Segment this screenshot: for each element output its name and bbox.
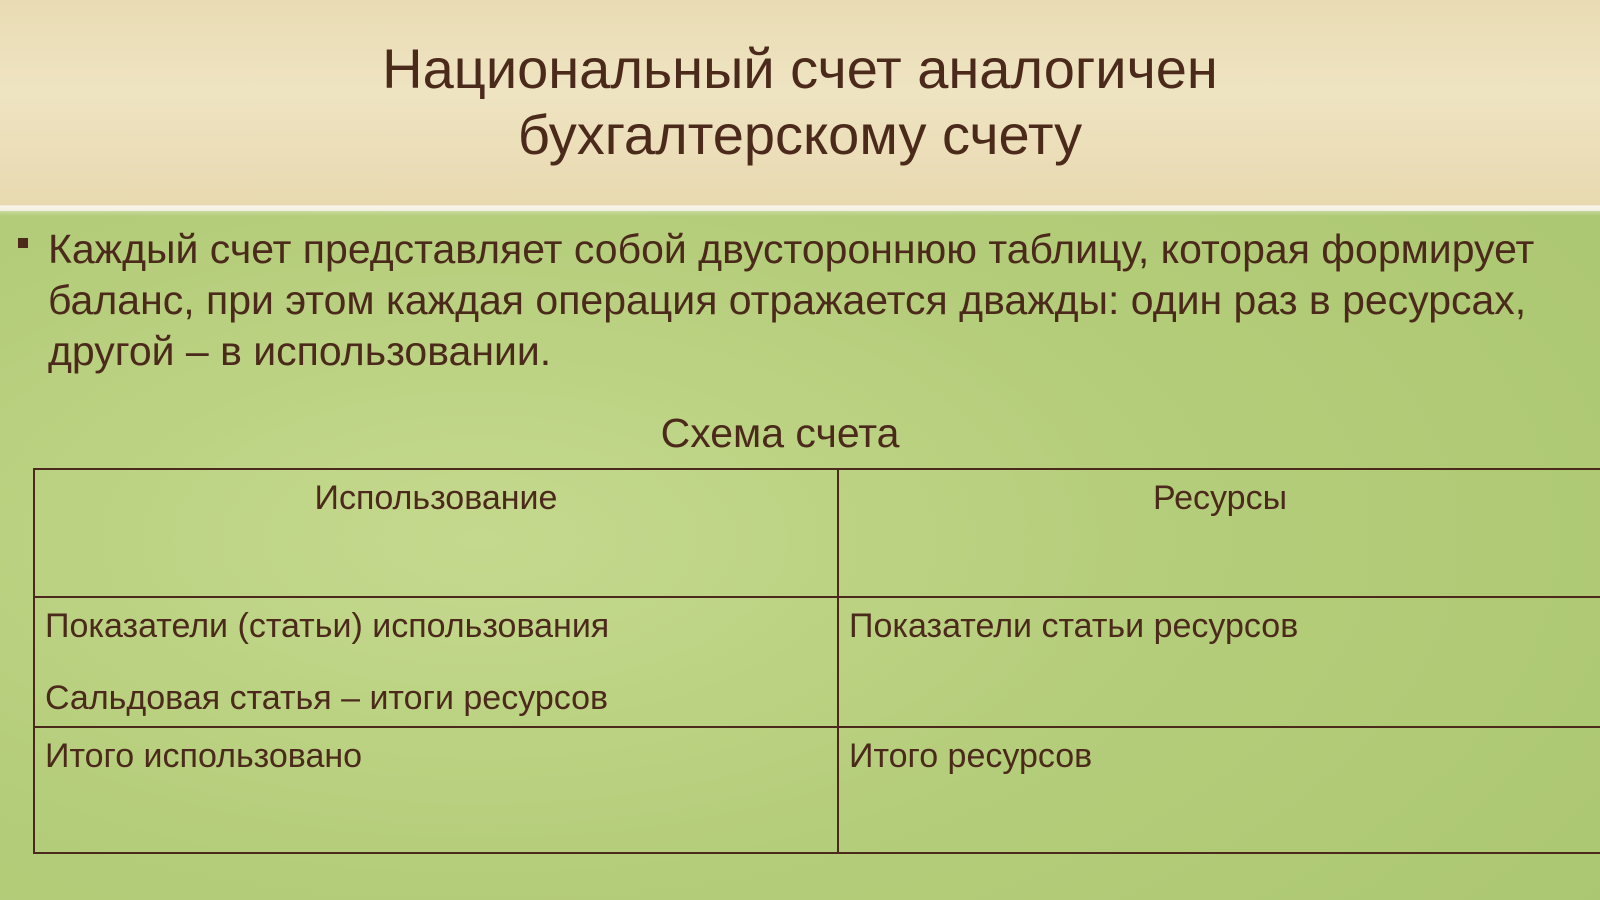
resource-items-cell: Показатели статьи ресурсов xyxy=(838,597,1600,727)
resource-total-cell: Итого ресурсов xyxy=(838,727,1600,853)
table-row xyxy=(34,597,1600,727)
usage-items-text: Показатели (статьи) использования xyxy=(45,607,610,645)
title-line-1: Национальный счет аналогичен xyxy=(382,37,1218,100)
usage-items-cell xyxy=(34,597,838,727)
account-scheme-table xyxy=(33,468,1600,854)
table-row xyxy=(34,727,1600,853)
table-row xyxy=(34,469,1600,597)
banner-edge xyxy=(0,206,1600,216)
table-caption: Схема счета xyxy=(660,410,900,456)
title-banner xyxy=(0,0,1600,211)
slide-title xyxy=(0,36,1600,168)
header-resources: Ресурсы xyxy=(838,469,1600,597)
bullet-square-icon xyxy=(18,238,28,248)
header-usage: Использование xyxy=(34,469,838,597)
balance-item-text: Сальдовая статья – итоги ресурсов xyxy=(45,679,609,717)
title-line-2: бухгалтерскому счету xyxy=(517,103,1083,166)
bullet-text: Каждый счет представляет собой двустороннюю таблицу, которая формирует баланс, при этом каждая операция отражается дважды: один раз в ресурсах, другой – в использовании. xyxy=(48,226,1535,374)
usage-total-cell: Итого использовано xyxy=(34,727,838,853)
